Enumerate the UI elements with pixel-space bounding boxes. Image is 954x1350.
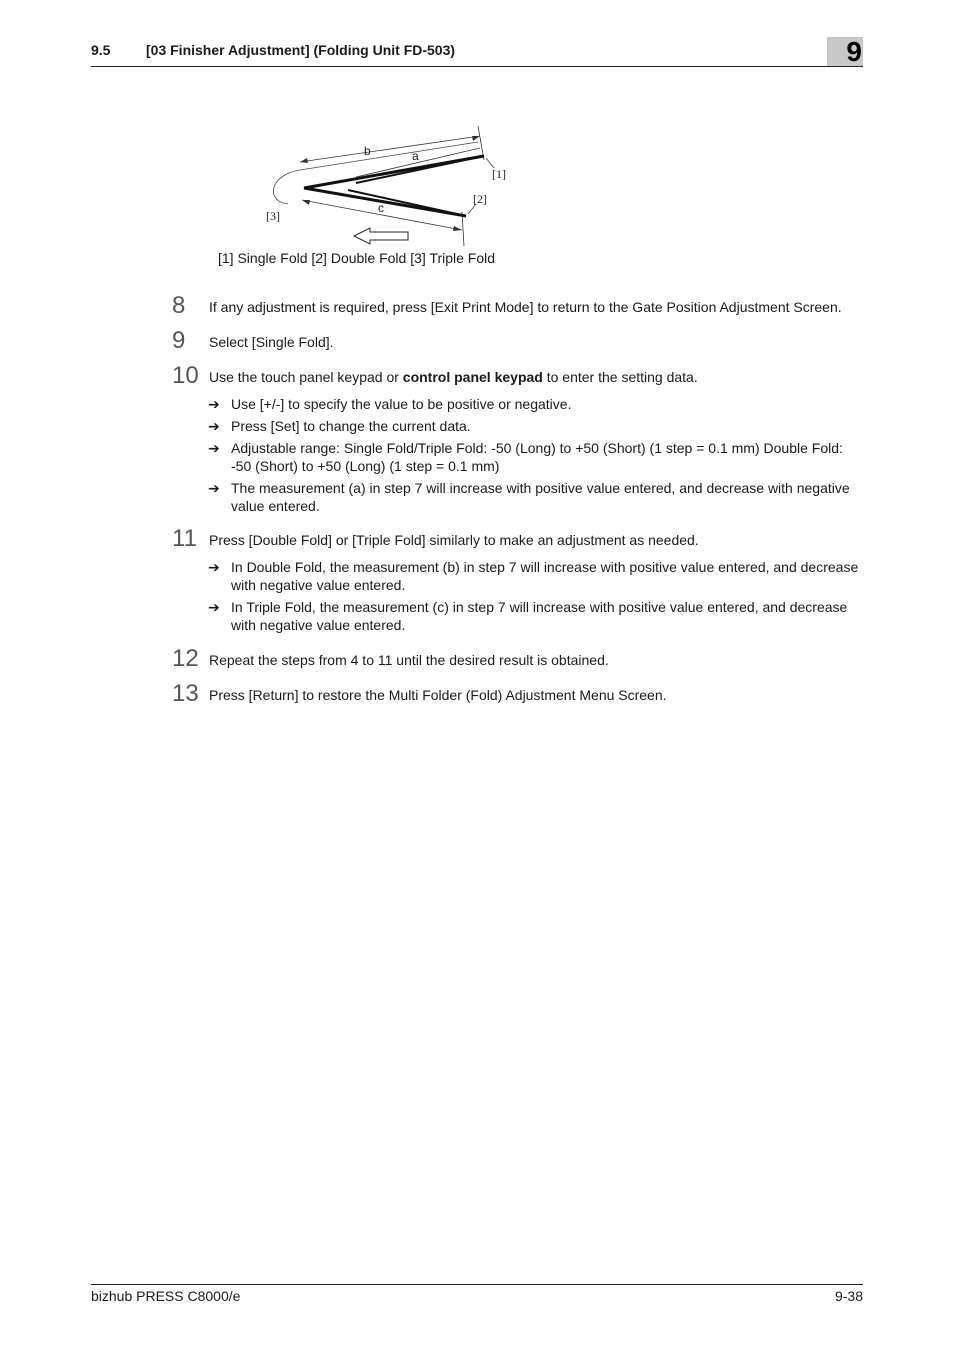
dimension-arrow: [302, 200, 310, 205]
step-text: Press [Double Fold] or [Triple Fold] similarly to make an adjustment as needed.: [209, 532, 699, 548]
section-title: [03 Finisher Adjustment] (Folding Unit FD-503): [146, 42, 456, 58]
label-c: c: [378, 201, 384, 215]
sub-item-text: Adjustable range: Single Fold/Triple Fold: -50 (Long) to +50 (Short) (1 step = 0.1 mm) Double Fold: -50 (Short) to +50 (Long) (1 step = 0.1 mm): [231, 440, 843, 474]
step-number: 13: [172, 680, 199, 707]
sub-item-text: Use [+/-] to specify the value to be positive or negative.: [231, 396, 572, 412]
step-text-bold: control panel keypad: [402, 369, 543, 385]
sub-item-text: The measurement (a) in step 7 will increase with positive value entered, and decrease with negative value entered.: [231, 480, 850, 514]
label-a: a: [412, 149, 419, 163]
dimension-line-b: [300, 136, 480, 162]
label-b: b: [364, 144, 371, 158]
sheet-inner: [356, 156, 484, 183]
dimension-arrow: [453, 226, 462, 231]
step-number: 9: [172, 327, 186, 354]
sub-item-text: Press [Set] to change the current data.: [231, 418, 471, 434]
chapter-number: 9: [846, 36, 862, 67]
arrow-icon: ➔: [208, 599, 220, 615]
step-text: Select [Single Fold].: [209, 334, 334, 350]
step-number: 12: [172, 645, 199, 672]
step-text-part: to enter the setting data.: [542, 369, 698, 385]
page-header: [91, 36, 863, 67]
label-ref-2: [2]: [473, 192, 487, 206]
chapter-badge: [827, 37, 863, 66]
footer-product: bizhub PRESS C8000/e: [91, 1288, 241, 1304]
step-text: Repeat the steps from 4 to 11 until the desired result is obtained.: [209, 652, 609, 668]
label-ref-1: [1]: [492, 167, 506, 181]
footer-page-number: 9-38: [834, 1288, 863, 1304]
arrow-icon: ➔: [208, 480, 220, 496]
step-text: [209, 368, 869, 386]
arrow-icon: ➔: [208, 440, 220, 456]
step-number: 8: [172, 292, 186, 319]
section-number: 9.5: [91, 42, 111, 58]
page-footer: [91, 1284, 863, 1304]
sheet-bottom: [304, 188, 466, 216]
step-text: If any adjustment is required, press [Exit Print Mode] to return to the Gate Position Adjustment Screen.: [209, 299, 842, 315]
dimension-arrow: [300, 158, 308, 163]
arrow-icon: ➔: [208, 559, 220, 575]
figure-caption: [1] Single Fold [2] Double Fold [3] Triple Fold: [218, 250, 496, 266]
sub-item-text: In Double Fold, the measurement (b) in step 7 will increase with positive value entered, and decrease with negative value entered.: [231, 559, 859, 593]
step-text-part: Use the touch panel keypad or: [209, 369, 403, 385]
arrow-icon: ➔: [208, 396, 220, 412]
dimension-arrow: [472, 136, 480, 141]
step-number: 10: [172, 362, 199, 389]
sub-item-text: In Triple Fold, the measurement (c) in step 7 will increase with positive value entered, and decrease with negative value entered.: [231, 599, 848, 633]
fold-diagram-svg: [258, 120, 518, 250]
fold-diagram: [258, 120, 518, 250]
label-ref-3: [3]: [266, 209, 280, 223]
arrow-icon: ➔: [208, 418, 220, 434]
step-text: Press [Return] to restore the Multi Folder (Fold) Adjustment Menu Screen.: [209, 687, 667, 703]
feed-direction-arrow: [354, 228, 408, 244]
step-number: 11: [172, 525, 197, 552]
